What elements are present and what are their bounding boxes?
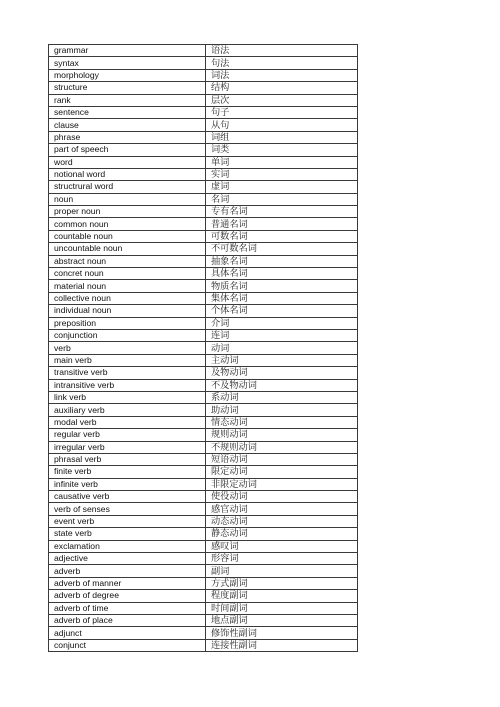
chinese-term-cell: 实词	[206, 168, 358, 180]
chinese-term-cell: 词法	[206, 69, 358, 81]
chinese-term-cell: 感官动词	[206, 503, 358, 515]
english-term-cell: phrase	[49, 131, 206, 143]
english-term-cell: regular verb	[49, 429, 206, 441]
english-term-cell: adverb of time	[49, 602, 206, 614]
chinese-term-cell: 主动词	[206, 354, 358, 366]
chinese-term-cell: 物质名词	[206, 280, 358, 292]
table-row	[49, 404, 358, 416]
english-term-cell: proper noun	[49, 206, 206, 218]
chinese-term-cell: 使役动词	[206, 491, 358, 503]
table-row	[49, 342, 358, 354]
table-row	[49, 45, 358, 57]
english-term-cell: collective noun	[49, 292, 206, 304]
table-row	[49, 553, 358, 565]
chinese-term-cell: 程度副词	[206, 590, 358, 602]
table-row	[49, 230, 358, 242]
chinese-term-cell: 副词	[206, 565, 358, 577]
english-term-cell: countable noun	[49, 230, 206, 242]
chinese-term-cell: 词组	[206, 131, 358, 143]
chinese-term-cell: 非限定动词	[206, 478, 358, 490]
chinese-term-cell: 专有名词	[206, 206, 358, 218]
chinese-term-cell: 介词	[206, 317, 358, 329]
table-row	[49, 491, 358, 503]
table-row	[49, 144, 358, 156]
english-term-cell: structure	[49, 82, 206, 94]
chinese-term-cell: 连接性副词	[206, 639, 358, 651]
table-row	[49, 367, 358, 379]
english-term-cell: rank	[49, 94, 206, 106]
chinese-term-cell: 动态动词	[206, 515, 358, 527]
english-term-cell: verb	[49, 342, 206, 354]
english-term-cell: structrural word	[49, 181, 206, 193]
english-term-cell: main verb	[49, 354, 206, 366]
english-term-cell: word	[49, 156, 206, 168]
english-term-cell: sentence	[49, 106, 206, 118]
table-row	[49, 218, 358, 230]
english-term-cell: irregular verb	[49, 441, 206, 453]
table-row	[49, 268, 358, 280]
glossary-table	[48, 44, 358, 652]
english-term-cell: link verb	[49, 391, 206, 403]
table-row	[49, 292, 358, 304]
chinese-term-cell: 形容词	[206, 553, 358, 565]
english-term-cell: phrasal verb	[49, 453, 206, 465]
table-row	[49, 528, 358, 540]
table-row	[49, 106, 358, 118]
table-row	[49, 131, 358, 143]
chinese-term-cell: 方式副词	[206, 577, 358, 589]
english-term-cell: adverb of degree	[49, 590, 206, 602]
english-term-cell: finite verb	[49, 466, 206, 478]
table-row	[49, 639, 358, 651]
chinese-term-cell: 地点副词	[206, 614, 358, 626]
chinese-term-cell: 抽象名词	[206, 255, 358, 267]
chinese-term-cell: 普通名词	[206, 218, 358, 230]
english-term-cell: adjective	[49, 553, 206, 565]
english-term-cell: morphology	[49, 69, 206, 81]
chinese-term-cell: 静态动词	[206, 528, 358, 540]
chinese-term-cell: 动词	[206, 342, 358, 354]
english-term-cell: concret noun	[49, 268, 206, 280]
chinese-term-cell: 具体名词	[206, 268, 358, 280]
english-term-cell: part of speech	[49, 144, 206, 156]
english-term-cell: modal verb	[49, 416, 206, 428]
table-row	[49, 441, 358, 453]
table-row	[49, 82, 358, 94]
english-term-cell: adjunct	[49, 627, 206, 639]
english-term-cell: common noun	[49, 218, 206, 230]
table-row	[49, 317, 358, 329]
table-row	[49, 243, 358, 255]
chinese-term-cell: 语法	[206, 45, 358, 57]
english-term-cell: intransitive verb	[49, 379, 206, 391]
chinese-term-cell: 规则动词	[206, 429, 358, 441]
english-term-cell: adverb of manner	[49, 577, 206, 589]
english-term-cell: auxiliary verb	[49, 404, 206, 416]
english-term-cell: event verb	[49, 515, 206, 527]
english-term-cell: transitive verb	[49, 367, 206, 379]
english-term-cell: uncountable noun	[49, 243, 206, 255]
chinese-term-cell: 词类	[206, 144, 358, 156]
table-row	[49, 379, 358, 391]
table-row	[49, 193, 358, 205]
english-term-cell: clause	[49, 119, 206, 131]
table-row	[49, 416, 358, 428]
table-row	[49, 57, 358, 69]
chinese-term-cell: 可数名词	[206, 230, 358, 242]
table-row	[49, 168, 358, 180]
english-term-cell: exclamation	[49, 540, 206, 552]
table-row	[49, 329, 358, 341]
chinese-term-cell: 层次	[206, 94, 358, 106]
chinese-term-cell: 修饰性副词	[206, 627, 358, 639]
english-term-cell: individual noun	[49, 305, 206, 317]
chinese-term-cell: 虚词	[206, 181, 358, 193]
table-row	[49, 206, 358, 218]
table-row	[49, 354, 358, 366]
chinese-term-cell: 感叹词	[206, 540, 358, 552]
chinese-term-cell: 连词	[206, 329, 358, 341]
chinese-term-cell: 不及物动词	[206, 379, 358, 391]
english-term-cell: verb of senses	[49, 503, 206, 515]
table-row	[49, 391, 358, 403]
chinese-term-cell: 不可数名词	[206, 243, 358, 255]
english-term-cell: abstract noun	[49, 255, 206, 267]
chinese-term-cell: 集体名词	[206, 292, 358, 304]
table-row	[49, 94, 358, 106]
table-row	[49, 305, 358, 317]
table-row	[49, 478, 358, 490]
glossary-body	[49, 45, 358, 652]
english-term-cell: preposition	[49, 317, 206, 329]
table-row	[49, 119, 358, 131]
table-row	[49, 614, 358, 626]
table-row	[49, 181, 358, 193]
english-term-cell: infinite verb	[49, 478, 206, 490]
english-term-cell: adverb of place	[49, 614, 206, 626]
chinese-term-cell: 从句	[206, 119, 358, 131]
chinese-term-cell: 短语动词	[206, 453, 358, 465]
english-term-cell: state verb	[49, 528, 206, 540]
english-term-cell: notional word	[49, 168, 206, 180]
chinese-term-cell: 单词	[206, 156, 358, 168]
table-row	[49, 590, 358, 602]
table-row	[49, 627, 358, 639]
chinese-term-cell: 助动词	[206, 404, 358, 416]
table-row	[49, 429, 358, 441]
english-term-cell: adverb	[49, 565, 206, 577]
english-term-cell: grammar	[49, 45, 206, 57]
table-row	[49, 515, 358, 527]
chinese-term-cell: 情态动词	[206, 416, 358, 428]
chinese-term-cell: 句子	[206, 106, 358, 118]
table-row	[49, 577, 358, 589]
table-row	[49, 69, 358, 81]
chinese-term-cell: 个体名词	[206, 305, 358, 317]
chinese-term-cell: 及物动词	[206, 367, 358, 379]
chinese-term-cell: 不规则动词	[206, 441, 358, 453]
table-row	[49, 540, 358, 552]
table-row	[49, 466, 358, 478]
chinese-term-cell: 结构	[206, 82, 358, 94]
english-term-cell: syntax	[49, 57, 206, 69]
english-term-cell: conjunct	[49, 639, 206, 651]
table-row	[49, 565, 358, 577]
table-row	[49, 602, 358, 614]
chinese-term-cell: 系动词	[206, 391, 358, 403]
chinese-term-cell: 名词	[206, 193, 358, 205]
table-row	[49, 255, 358, 267]
chinese-term-cell: 句法	[206, 57, 358, 69]
english-term-cell: noun	[49, 193, 206, 205]
chinese-term-cell: 时间副词	[206, 602, 358, 614]
english-term-cell: material noun	[49, 280, 206, 292]
english-term-cell: conjunction	[49, 329, 206, 341]
chinese-term-cell: 限定动词	[206, 466, 358, 478]
table-row	[49, 453, 358, 465]
table-row	[49, 280, 358, 292]
table-row	[49, 156, 358, 168]
english-term-cell: causative verb	[49, 491, 206, 503]
table-row	[49, 503, 358, 515]
